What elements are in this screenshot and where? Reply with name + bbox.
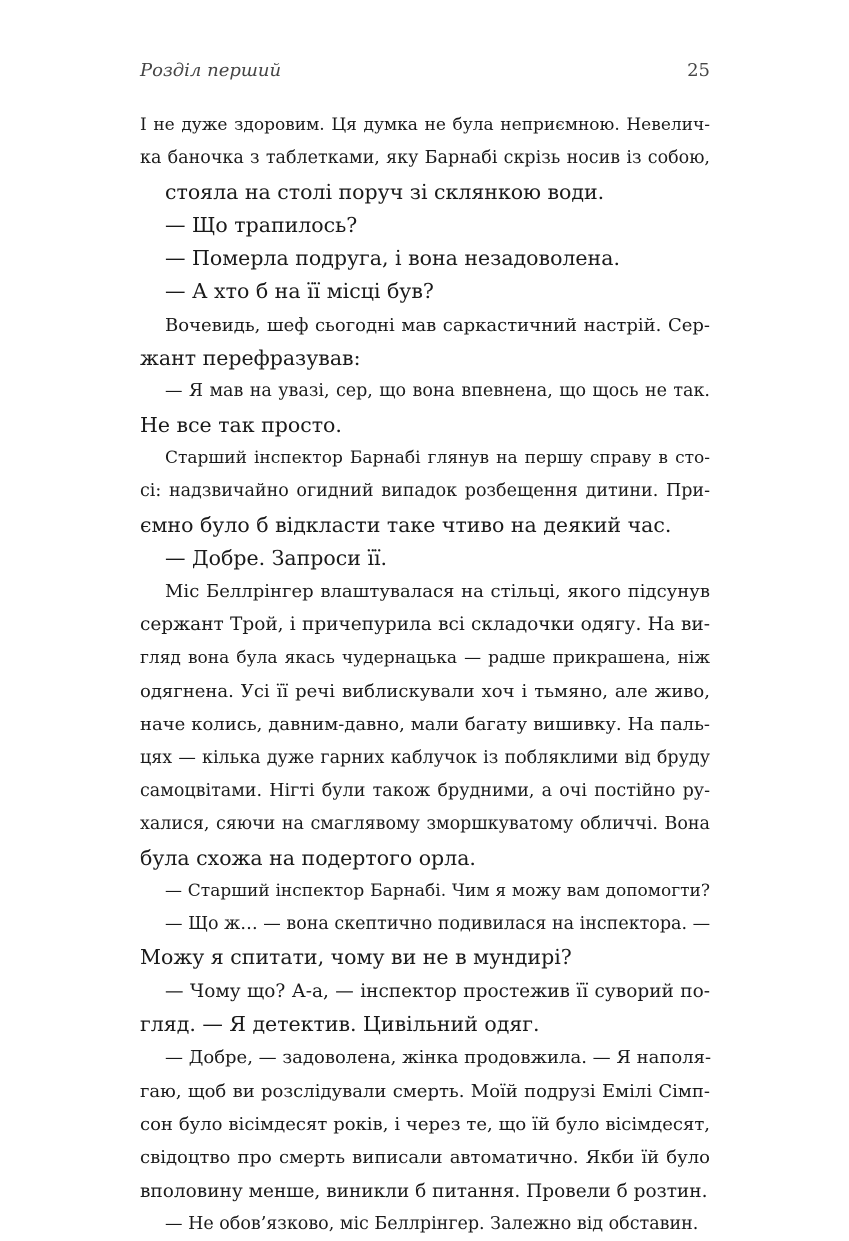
text-line: — Померла подруга, і вона незадоволена.	[165, 246, 620, 271]
text-line: сержант Трой, і причепурила всі складочки одягу. На ви-	[140, 614, 710, 636]
text-line: — Що ж… — вона скептично подивилася на інспектора. —	[165, 914, 711, 935]
text-line: жант перефразував:	[140, 346, 361, 371]
text-line: — Чому що? А-а, — інспектор простежив її суворий по-	[165, 980, 710, 1002]
text-line: ка баночка з таблетками, яку Барнабі скрізь носив із собою,	[140, 148, 710, 169]
text-line: — Що трапилось?	[165, 212, 358, 237]
text-line: Можу я спитати, чому ви не в мундирі?	[140, 945, 572, 970]
text-line: Вочевидь, шеф сьогодні мав саркастичний настрій. Сер-	[165, 314, 710, 336]
text-line: була схожа на подертого орла.	[140, 845, 476, 870]
chapter-title: Розділ перший	[140, 60, 282, 81]
text-line: халися, сяючи на смаглявому зморшкуватому обличчі. Вона	[140, 814, 710, 835]
text-line: ємно було б відкласти таке чтиво на деякий час.	[140, 512, 672, 537]
text-line: гляд. — Я детектив. Цивільний одяг.	[140, 1012, 540, 1037]
text-line: гляд вона була якась чудернацька — радше прикрашена, ніж	[140, 647, 710, 668]
text-line: — Добре. Запроси її.	[165, 545, 388, 570]
page-number: 25	[687, 60, 710, 81]
text-line: самоцвітами. Нігті були також брудними, а очі постійно ру-	[140, 780, 710, 801]
text-line: цях — кілька дуже гарних каблучок із побляклими від бруду	[140, 747, 710, 768]
text-line: Старший інспектор Барнабі глянув на першу справу в сто-	[165, 447, 710, 468]
text-line: — Старший інспектор Барнабі. Чим я можу вам допомогти?	[165, 880, 710, 901]
text-line: — Я мав на увазі, сер, що вона впевнена, що щось не так.	[165, 381, 710, 402]
text-line: — Не обов’язково, міс Беллрінгер. Залежно від обставин.	[165, 1213, 699, 1234]
running-head	[140, 60, 710, 86]
text-line: гаю, щоб ви розслідували смерть. Моїй подрузі Емілі Сімп-	[140, 1080, 710, 1102]
text-line: І не дуже здоровим. Ця думка не була неприємною. Невелич-	[140, 115, 710, 135]
text-line: стояла на столі поруч зі склянкою води.	[165, 179, 605, 204]
text-line: сі: надзвичайно огидний випадок розбещення дитини. При-	[140, 481, 710, 502]
text-line: сон було вісімдесят років, і через те, що їй було вісімдесят,	[140, 1113, 710, 1135]
text-line: свідоцтво про смерть виписали автоматично. Якби їй було	[140, 1147, 710, 1169]
text-line: Міс Беллрінгер влаштувалася на стільці, якого підсунув	[165, 581, 710, 603]
text-line: наче колись, давним-давно, мали багату вишивку. На паль-	[140, 714, 710, 736]
body-text	[140, 109, 710, 1241]
text-line: Не все так просто.	[140, 412, 342, 437]
text-line: — Добре, — задоволена, жінка продовжила. — Я наполя-	[165, 1047, 712, 1069]
text-line: — А хто б на її місці був?	[165, 279, 434, 304]
text-line: вполовину менше, виникли б питання. Провели б розтин.	[140, 1180, 708, 1202]
text-line: одягнена. Усі її речі виблискували хоч і тьмяно, але живо,	[140, 681, 710, 703]
